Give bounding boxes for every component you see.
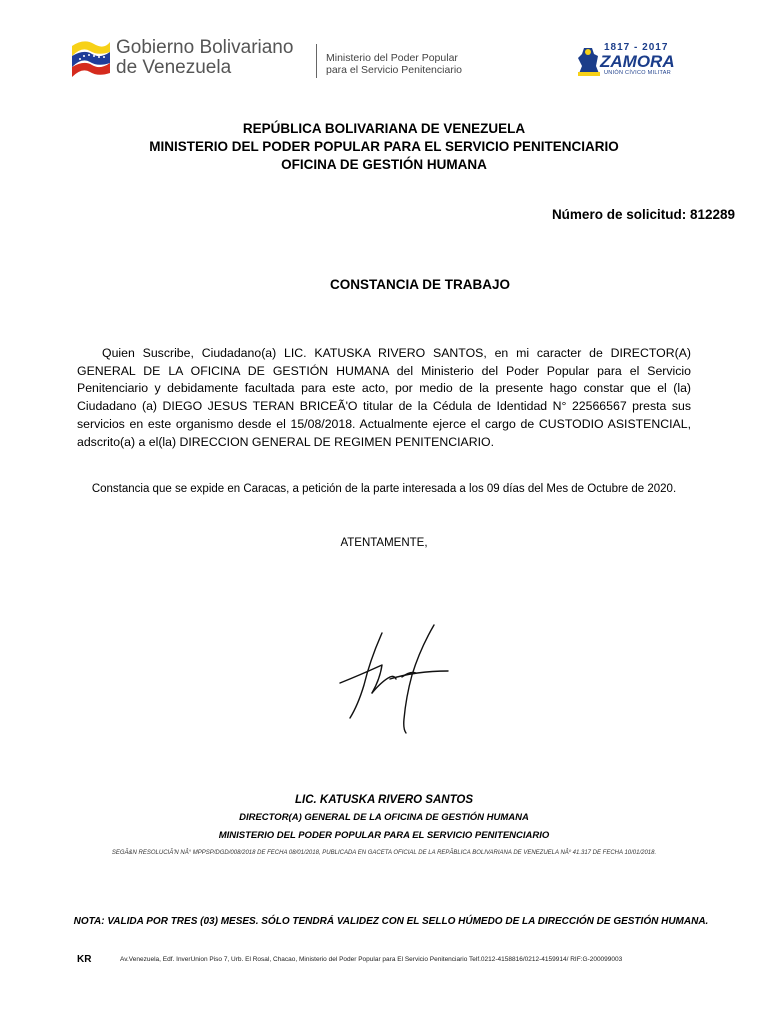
signer-role: DIRECTOR(A) GENERAL DE LA OFICINA DE GESTIÓN HUMANA (239, 812, 529, 823)
gobierno-logo (70, 34, 490, 84)
venezuela-flag-icon (70, 36, 112, 78)
resolution-reference: SEGÃ&N RESOLUCIÃ'N NÂ° MPPSP/DGD/008/2018 DE FECHA 08/01/2018, PUBLICADA EN GACETA OFICIAL DE LA REPÃBLICA BOLIVARIANA DE VENEZUELA NÂº 41.317 DE FECHA 10/01/2018. (111, 850, 657, 856)
document-title: CONSTANCIA DE TRABAJO (329, 277, 510, 292)
zamora-name: ZAMORA (600, 52, 675, 71)
signer-name: LIC. KATUSKA RIVERO SANTOS (294, 794, 474, 806)
ministerio-name (326, 52, 462, 76)
zamora-logo (574, 42, 674, 82)
zamora-years: 1817 - 2017 (604, 42, 669, 53)
institution-line3: OFICINA DE GESTIÓN HUMANA (281, 157, 487, 172)
ministerio-line2: para el Servicio Penitenciario (326, 64, 462, 76)
logo-divider (316, 44, 317, 78)
validity-note: NOTA: VALIDA POR TRES (03) MESES. SÓLO TENDRÁ VALIDEZ CON EL SELLO HÚMEDO DE LA DIRECCIÓN DE GESTIÓN HUMANA. (73, 916, 709, 927)
body-paragraph: Quien Suscribe, Ciudadano(a) LIC. KATUSKA RIVERO SANTOS, en mi caracter de DIRECTOR(A) GENERAL DE LA OFICINA DE GESTIÓN HUMANA del Ministerio del Poder Popular para el Servicio Penitenciario y debidamente facultada para este acto, por medio de la presente hago constar que el (la) Ciudadano (a) DIEGO JESUS TERAN BRICEÃ'O titular de la Cédula de Identidad N° 22566567 presta sus servicios en este organismo desde el 15/08/2018. Actualmente ejerce el cargo de CUSTODIO ASISTENCIAL, adscrito(a) a el(la) DIRECCION GENERAL DE REGIMEN PENITENCIARIO. (77, 346, 691, 449)
footer-address: Av.Venezuela, Edf. InverUnion Piso 7, Urb. El Rosal, Chacao, Ministerio del Poder Popular para El Servicio Penitenciario Telf.0212-4158816/0212-4159914/ RIF:G-200099003 (120, 956, 623, 963)
gobierno-line1: Gobierno Bolivariano (116, 37, 294, 58)
institution-line1: REPÚBLICA BOLIVARIANA DE VENEZUELA (242, 121, 526, 136)
handwritten-signature (320, 615, 460, 740)
ministerio-line1: Ministerio del Poder Popular (326, 52, 458, 64)
institution-line2: MINISTERIO DEL PODER POPULAR PARA EL SERVICIO PENITENCIARIO (149, 139, 619, 154)
issuance-statement: Constancia que se expide en Caracas, a petición de la parte interesada a los 09 días del Mes de Octubre de 2020. (91, 483, 677, 495)
request-number: Número de solicitud: 812289 (551, 207, 735, 222)
gobierno-name (116, 38, 293, 78)
gobierno-line2: de Venezuela (116, 57, 232, 78)
signer-ministry: MINISTERIO DEL PODER POPULAR PARA EL SERVICIO PENITENCIARIO (218, 830, 550, 841)
zamora-subtitle: UNIÓN CÍVICO MILITAR (604, 70, 672, 76)
zamora-logo-icon (574, 46, 602, 78)
initials: KR (77, 954, 92, 965)
closing-salutation: ATENTAMENTE, (340, 537, 428, 549)
